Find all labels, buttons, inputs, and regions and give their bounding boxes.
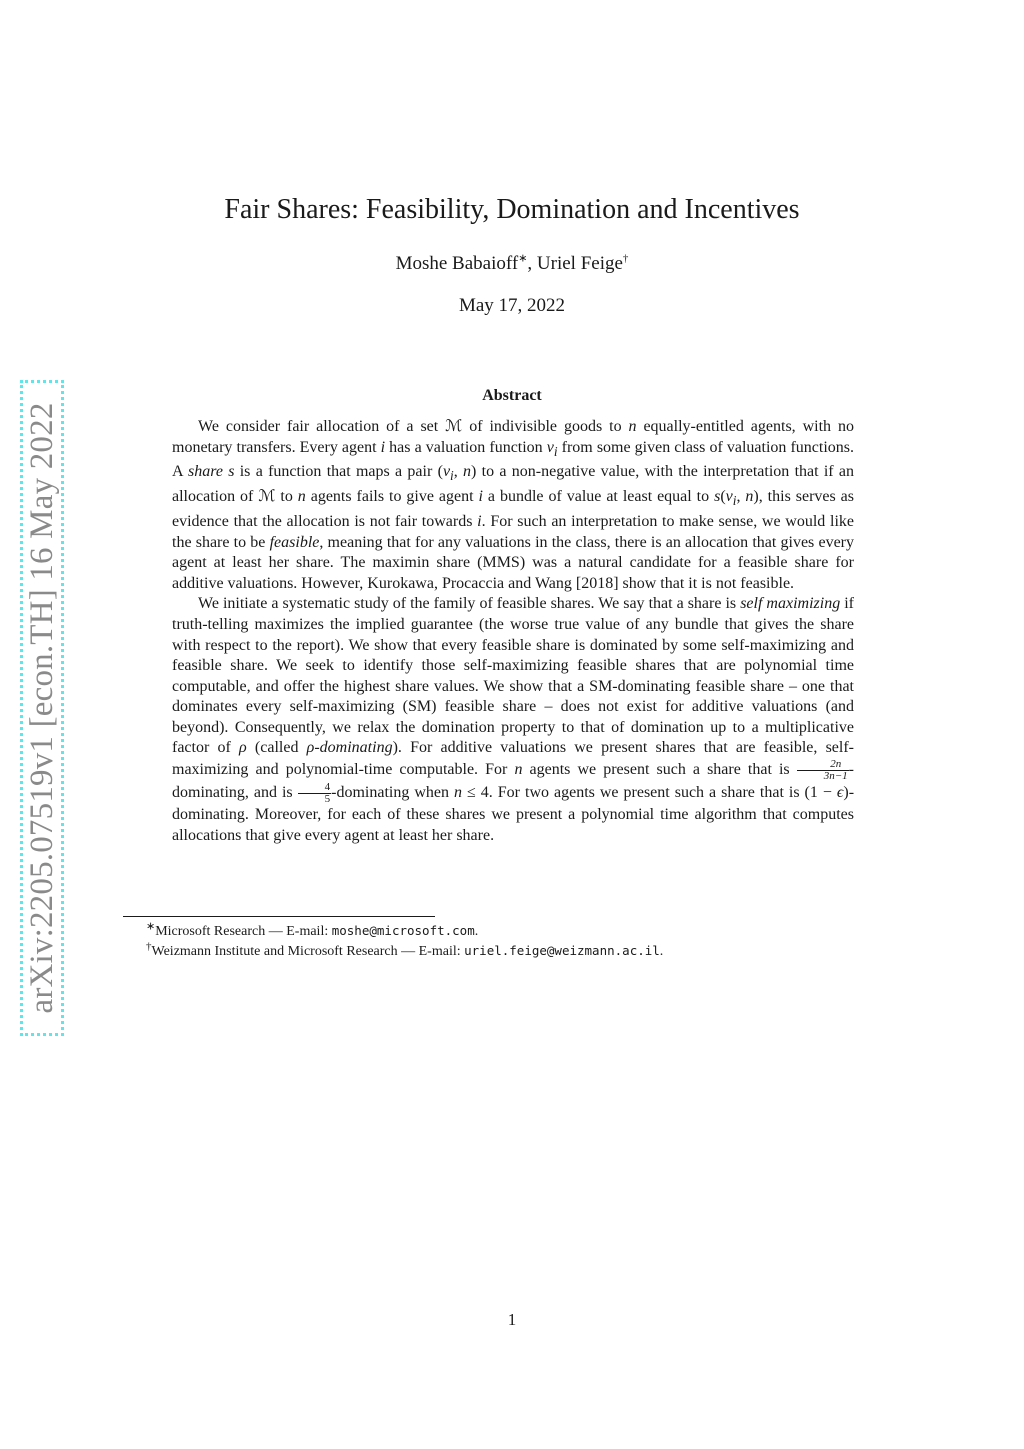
fraction-4-over-5: $\frac{4}{5}$ [298, 782, 332, 805]
footnote-rule [123, 916, 435, 917]
abstract-paragraph-2: We initiate a systematic study of the family of feasible shares. We say that a share is self maximizing if truth-telling maximizes the implied guarantee (the worse true value of any bundle that gives the share with respect to the report). We show that every feasible share is dominated by some self-maximizing and feasible share. We seek to identify those self-maximizing feasible shares that are polynomial time computable, and offer the highest share values. We show that a SM-dominating feasible share – one that dominates every self-maximizing (SM) feasible share – does not exist for additive valuations (and beyond). Consequently, we relax the domination property to that of domination up to a multiplicative factor of ρ (called ρ-dominating). For additive valuations we present shares that are feasible, self-maximizing and polynomial-time computable. For n agents we present such a share that is $\frac{2n}{3n-1}$ -dominating, and is $\frac{4}{5}$ -dominating when n ≤ 4. For two agents we present such a share that is (1 − ϵ)-dominating. Moreover, for each of these shares we present a polynomial time algorithm that computes allocations that give every agent at least her share. [172, 595, 855, 844]
abstract-heading: Abstract [482, 387, 542, 404]
abstract-body [172, 417, 854, 846]
author-name: Uriel Feige [536, 253, 623, 274]
fraction-2n-over-3n-1: $\frac{2n}{3n-1}$ [797, 759, 849, 782]
arxiv-stamp: arXiv:2205.07519v1 [econ.TH] 16 May 2022 [24, 402, 60, 1014]
footnotes [146, 921, 906, 961]
footnote-2: †Weizmann Institute and Microsoft Research — E-mail: uriel.feige@weizmann.ac.il. [146, 940, 664, 959]
abstract-paragraph-1: We consider fair allocation of a set ℳ of indivisible goods to n equally-entitled agents, with no monetary transfers. Every agent i has a valuation function $v_i$ from some given class of valuation functions. A share s is a function that maps a pair ($v_i$, n) to a non-negative value, with the interpretation that if an allocation of ℳ to n agents fails to give agent i a bundle of value at least equal to $s(v_i$, n), this serves as evidence that the allocation is not fair towards i. For such an interpretation to make sense, we would like the share to be feasible, meaning that for any valuations in the class, there is an allocation that gives every agent at least her share. The maximin share (MMS) was a natural candidate for a feasible share for additive valuations. However, Kurokawa, Procaccia and Wang [2018] show that it is not feasible. [172, 418, 855, 592]
footnote-1: ∗Microsoft Research — E-mail: moshe@microsoft.com. [146, 920, 479, 939]
author-name: Moshe Babaioff [395, 253, 519, 274]
page-number: 1 [507, 1310, 517, 1329]
email-link[interactable]: moshe@microsoft.com [331, 923, 475, 938]
author-footnote-mark: ∗ [518, 252, 528, 265]
email-link[interactable]: uriel.feige@weizmann.ac.il [464, 943, 660, 958]
paper-date: May 17, 2022 [458, 295, 566, 316]
author-list: Moshe Babaioff∗, Uriel Feige† [395, 252, 629, 274]
author-footnote-mark: † [622, 252, 629, 265]
paper-title: Fair Shares: Feasibility, Domination and Incentives [224, 194, 800, 225]
